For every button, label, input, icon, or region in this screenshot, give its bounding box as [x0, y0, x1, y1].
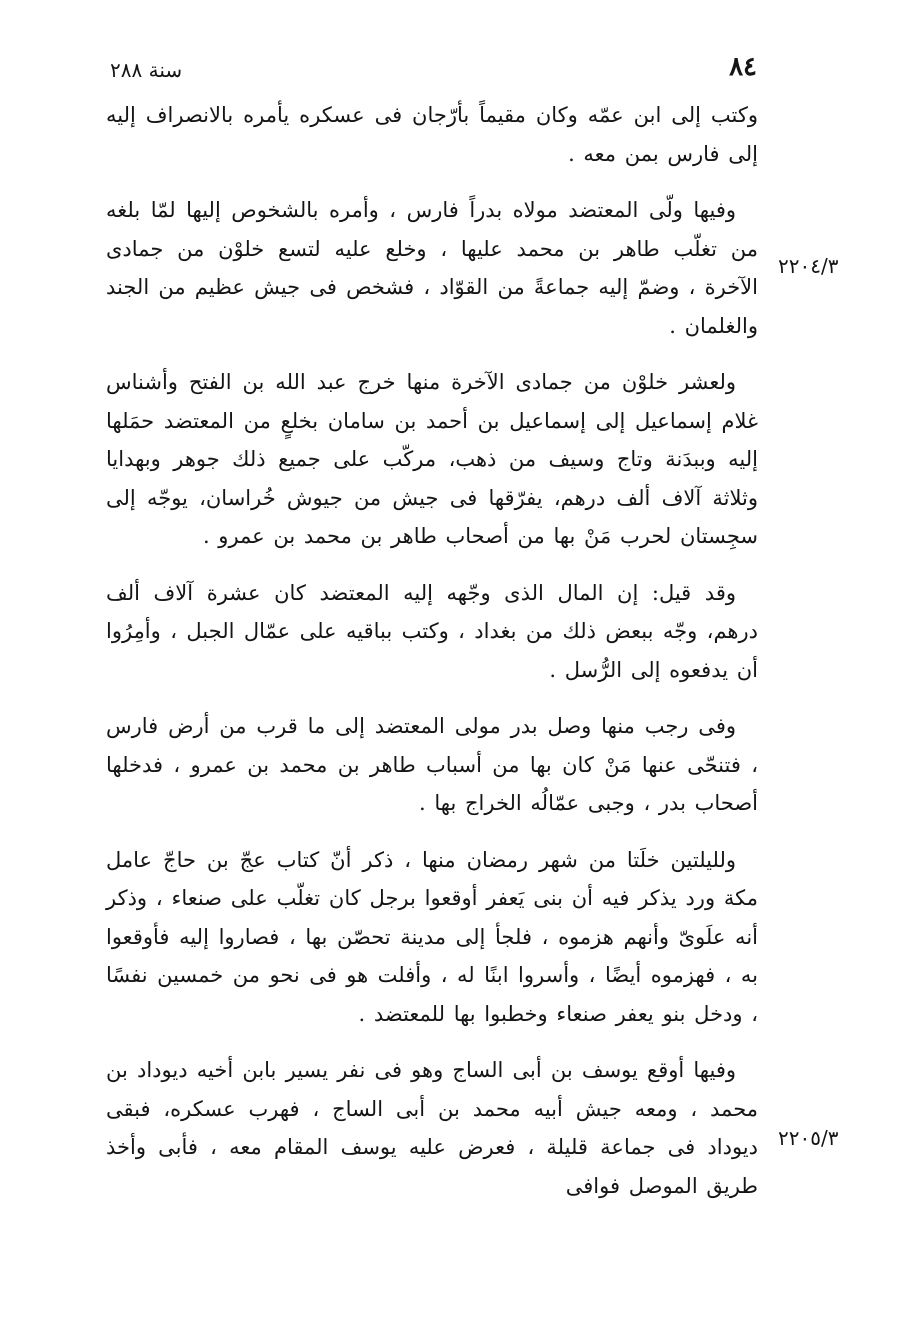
- margin-reference-2205: ٢٢٠٥/٣: [778, 1126, 839, 1150]
- margin-reference-2204: ٢٢٠٤/٣: [778, 254, 839, 278]
- paragraph: ولعشر خلوْن من جمادى الآخرة منها خرج عبد الله بن الفتح وأشناس غلام إسماعيل إلى إسماعيل بن أحمد بن سامان بخلعٍ من المعتضد حمَلها إليه وببدَنة وتاج وسيف من ذهب، مركّب على جميع ذلك جوهر وبهدايا وثلاثة آلاف ألف درهم، يفرّقها فى جيش من جيوش خُراسان، يوجّه إلى سجِستان لحرب مَنْ بها من أصحاب طاهر بن محمد بن عمرو .: [106, 370, 758, 548]
- page-number: ٨٤: [729, 52, 757, 82]
- main-text: [106, 96, 758, 1223]
- paragraph: وفيها ولّى المعتضد مولاه بدراً فارس ، وأمره بالشخوص إليها لمّا بلغه من تغلّب طاهر بن محمد عليها ، وخلع عليه لتسع خلوْن من جمادى الآخرة ، وضمّ إليه جماعةً من القوّاد ، فشخص فى جيش عظيم من الجند والغلمان .: [106, 198, 758, 338]
- paragraph: وفى رجب منها وصل بدر مولى المعتضد إلى ما قرب من أرض فارس ، فتنحّى عنها مَنْ كان بها من أسباب طاهر بن محمد بن عمرو ، فدخلها أصحاب بدر ، وجبى عمّالُه الخراج بها .: [106, 714, 758, 815]
- page-header: [100, 52, 765, 86]
- running-head-year: سنة ٢٨٨: [110, 58, 183, 82]
- paragraph: وفيها أوقع يوسف بن أبى الساج وهو فى نفر يسير بابن أخيه ديوداد بن محمد ، ومعه جيش أبيه محمد بن أبى الساج ، فهرب عسكره، فبقى ديوداد فى جماعة قليلة ، فعرض عليه يوسف المقام معه ، فأبى وأخذ طريق الموصل فوافى: [106, 1058, 758, 1198]
- paragraph: ولليلتين خلَتا من شهر رمضان منها ، ذكر أنّ كتاب عجّ بن حاجّ عامل مكة ورد يذكر فيه أن بنى يَعفر أوقعوا برجل كان تغلّب على صنعاء ، وذكر أنه علَوىّ وأنهم هزموه ، فلجأ إلى مدينة تحصّن بها ، فصاروا إليه فأوقعوا به ، فهزموه أيضًا ، وأسروا ابنًا له ، وأفلت هو فى نحو من خمسين نفسًا ، ودخل بنو يعفر صنعاء وخطبوا بها للمعتضد .: [106, 847, 758, 1026]
- paragraph: وقد قيل: إن المال الذى وجّهه إليه المعتضد كان عشرة آلاف ألف درهم، وجّه ببعض ذلك من بغداد ، وكتب بباقيه على عمّال الجبل ، وأمِرُوا أن يدفعوه إلى الرُّسل .: [106, 580, 758, 682]
- paragraph: وكتب إلى ابن عمّه وكان مقيماً بأرّجان فى عسكره يأمره بالانصراف إليه إلى فارس بمن معه .: [106, 103, 758, 166]
